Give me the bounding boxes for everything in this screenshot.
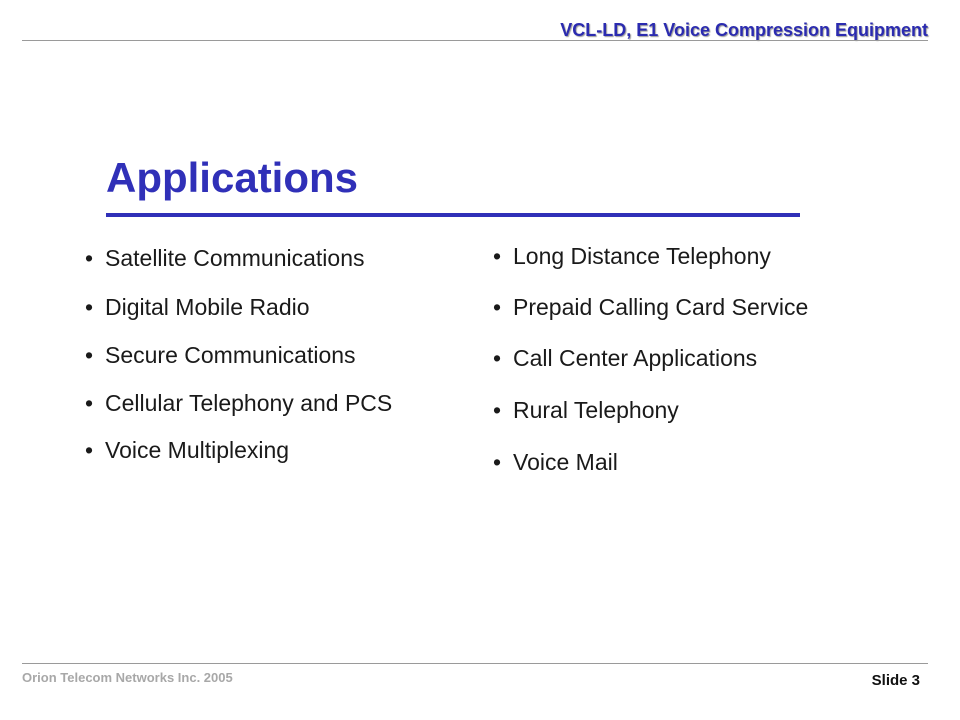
title-underline xyxy=(106,213,800,217)
list-item: • Rural Telephony xyxy=(493,397,679,423)
bullet-icon: • xyxy=(85,245,94,271)
bullet-icon: • xyxy=(493,397,502,423)
list-item: • Prepaid Calling Card Service xyxy=(493,294,809,320)
bullet-icon: • xyxy=(85,294,94,320)
bullet-icon: • xyxy=(85,437,94,463)
list-item: • Satellite Communications xyxy=(85,245,365,271)
page-title: Applications xyxy=(106,154,359,201)
bullet-icon: • xyxy=(493,294,502,320)
bullet-icon: • xyxy=(493,449,502,475)
footer-divider xyxy=(22,663,928,664)
list-item: • Long Distance Telephony xyxy=(493,243,771,269)
header-title: VCL-LD, E1 Voice Compression Equipment xyxy=(560,20,928,40)
bullet-icon: • xyxy=(85,342,94,368)
bullet-icon: • xyxy=(493,243,502,269)
list-item: • Call Center Applications xyxy=(493,345,758,371)
list-item: • Voice Mail xyxy=(493,449,618,475)
bullet-icon: • xyxy=(85,390,94,416)
list-item: • Digital Mobile Radio xyxy=(85,294,310,320)
list-item: • Cellular Telephony and PCS xyxy=(85,390,393,416)
list-item: • Voice Multiplexing xyxy=(85,437,290,463)
bullet-icon: • xyxy=(493,345,502,371)
footer-company: Orion Telecom Networks Inc. 2005 xyxy=(22,670,233,685)
slide-number: Slide 3 xyxy=(871,672,920,689)
header-divider xyxy=(22,40,928,41)
list-item: • Secure Communications xyxy=(85,342,356,368)
